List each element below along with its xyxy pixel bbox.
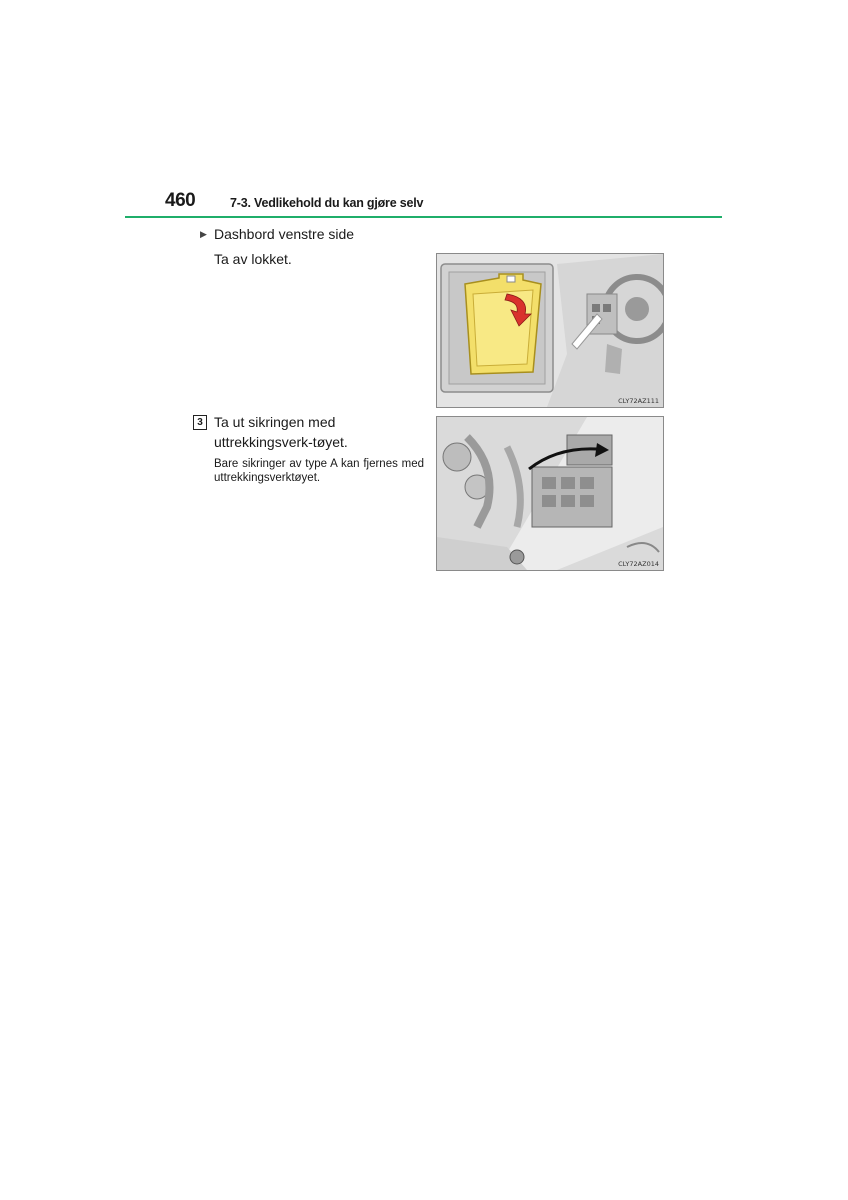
figure-dashboard-cover bbox=[436, 253, 664, 408]
dashboard-illustration bbox=[437, 254, 663, 407]
step-text: Ta ut sikringen med uttrekkingsverk-tøyet. bbox=[214, 414, 348, 450]
instruction-paragraph: Ta av lokket. bbox=[214, 251, 292, 267]
figure-fuse-extractor bbox=[436, 416, 664, 571]
step-number-badge: 3 bbox=[193, 415, 207, 430]
engine-bay-illustration bbox=[437, 417, 663, 570]
page-number: 460 bbox=[165, 190, 196, 211]
step-note: Bare sikringer av type A kan fjernes med uttrekkingsverktøyet. bbox=[214, 458, 424, 484]
section-title: 7-3. Vedlikehold du kan gjøre selv bbox=[230, 196, 424, 210]
figure-code-1: CLY72AZ111 bbox=[618, 397, 659, 405]
bullet-item-text: Dashbord venstre side bbox=[214, 226, 355, 242]
figure-code-2: CLY72AZ014 bbox=[618, 560, 659, 568]
triangle-bullet-icon: ▶ bbox=[200, 229, 207, 239]
header-rule bbox=[125, 216, 722, 218]
